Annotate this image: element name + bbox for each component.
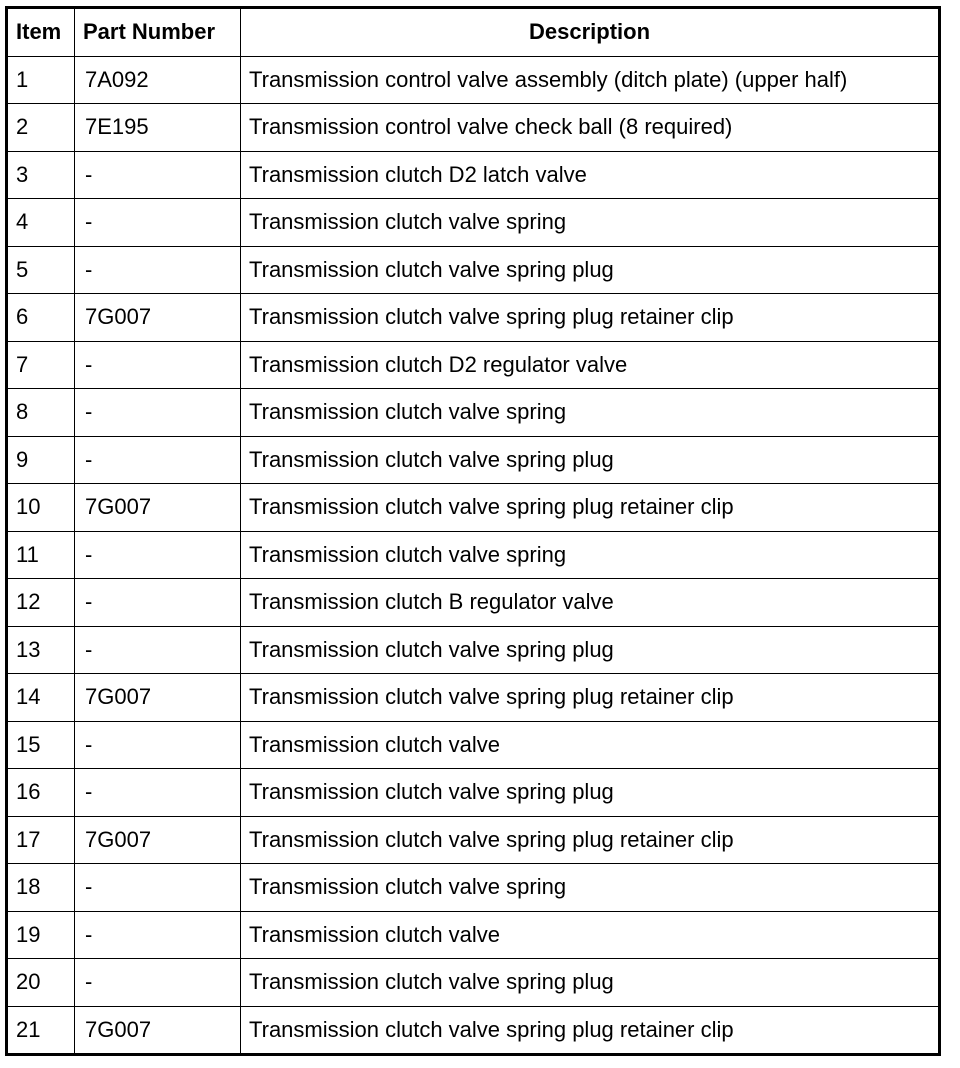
cell-part-number: 7G007 bbox=[75, 1006, 241, 1055]
cell-part-number: 7G007 bbox=[75, 484, 241, 532]
cell-description: Transmission clutch valve spring plug retainer clip bbox=[241, 294, 940, 342]
cell-item: 18 bbox=[7, 864, 75, 912]
cell-item: 5 bbox=[7, 246, 75, 294]
cell-part-number: 7G007 bbox=[75, 674, 241, 722]
cell-part-number: 7A092 bbox=[75, 56, 241, 104]
table-row bbox=[7, 721, 940, 769]
cell-item: 6 bbox=[7, 294, 75, 342]
cell-part-number: - bbox=[75, 151, 241, 199]
cell-item: 10 bbox=[7, 484, 75, 532]
table-row bbox=[7, 484, 940, 532]
table-row bbox=[7, 389, 940, 437]
cell-item: 9 bbox=[7, 436, 75, 484]
table-row bbox=[7, 1006, 940, 1055]
table-row bbox=[7, 341, 940, 389]
cell-part-number: - bbox=[75, 341, 241, 389]
table-row bbox=[7, 816, 940, 864]
cell-description: Transmission clutch valve spring bbox=[241, 389, 940, 437]
cell-part-number: - bbox=[75, 769, 241, 817]
table-row bbox=[7, 294, 940, 342]
cell-item: 17 bbox=[7, 816, 75, 864]
table-row bbox=[7, 769, 940, 817]
cell-item: 8 bbox=[7, 389, 75, 437]
table-row bbox=[7, 531, 940, 579]
cell-part-number: - bbox=[75, 721, 241, 769]
cell-item: 19 bbox=[7, 911, 75, 959]
cell-part-number: 7G007 bbox=[75, 816, 241, 864]
cell-description: Transmission clutch valve spring bbox=[241, 531, 940, 579]
cell-description: Transmission control valve assembly (ditch plate) (upper half) bbox=[241, 56, 940, 104]
cell-part-number: 7G007 bbox=[75, 294, 241, 342]
cell-description: Transmission clutch valve spring plug retainer clip bbox=[241, 1006, 940, 1055]
cell-item: 4 bbox=[7, 199, 75, 247]
cell-part-number: - bbox=[75, 531, 241, 579]
table-row bbox=[7, 151, 940, 199]
table-header-row bbox=[7, 8, 940, 57]
cell-description: Transmission clutch valve spring bbox=[241, 199, 940, 247]
cell-description: Transmission clutch B regulator valve bbox=[241, 579, 940, 627]
cell-description: Transmission control valve check ball (8 required) bbox=[241, 104, 940, 152]
cell-part-number: - bbox=[75, 959, 241, 1007]
cell-part-number: - bbox=[75, 436, 241, 484]
header-description: Description bbox=[241, 8, 940, 57]
cell-part-number: - bbox=[75, 864, 241, 912]
cell-description: Transmission clutch D2 latch valve bbox=[241, 151, 940, 199]
cell-item: 21 bbox=[7, 1006, 75, 1055]
cell-item: 2 bbox=[7, 104, 75, 152]
table-row bbox=[7, 579, 940, 627]
table-row bbox=[7, 626, 940, 674]
cell-item: 12 bbox=[7, 579, 75, 627]
cell-description: Transmission clutch valve spring plug retainer clip bbox=[241, 816, 940, 864]
table-row bbox=[7, 959, 940, 1007]
table-row bbox=[7, 436, 940, 484]
cell-item: 15 bbox=[7, 721, 75, 769]
table-row bbox=[7, 911, 940, 959]
header-part-number: Part Number bbox=[75, 8, 241, 57]
table-row bbox=[7, 246, 940, 294]
cell-description: Transmission clutch valve spring plug bbox=[241, 959, 940, 1007]
cell-item: 14 bbox=[7, 674, 75, 722]
cell-item: 3 bbox=[7, 151, 75, 199]
cell-part-number: - bbox=[75, 911, 241, 959]
cell-description: Transmission clutch valve spring plug retainer clip bbox=[241, 484, 940, 532]
table-row bbox=[7, 864, 940, 912]
cell-description: Transmission clutch valve spring plug bbox=[241, 626, 940, 674]
cell-description: Transmission clutch D2 regulator valve bbox=[241, 341, 940, 389]
cell-description: Transmission clutch valve bbox=[241, 911, 940, 959]
cell-item: 1 bbox=[7, 56, 75, 104]
cell-item: 16 bbox=[7, 769, 75, 817]
cell-item: 11 bbox=[7, 531, 75, 579]
cell-part-number: - bbox=[75, 389, 241, 437]
cell-part-number: 7E195 bbox=[75, 104, 241, 152]
table-row bbox=[7, 56, 940, 104]
cell-item: 13 bbox=[7, 626, 75, 674]
cell-item: 7 bbox=[7, 341, 75, 389]
cell-part-number: - bbox=[75, 579, 241, 627]
cell-description: Transmission clutch valve spring plug bbox=[241, 246, 940, 294]
parts-table bbox=[5, 6, 941, 1056]
cell-part-number: - bbox=[75, 199, 241, 247]
table-body bbox=[7, 56, 940, 1055]
cell-description: Transmission clutch valve bbox=[241, 721, 940, 769]
cell-part-number: - bbox=[75, 246, 241, 294]
cell-part-number: - bbox=[75, 626, 241, 674]
table-row bbox=[7, 104, 940, 152]
table-row bbox=[7, 674, 940, 722]
cell-description: Transmission clutch valve spring plug retainer clip bbox=[241, 674, 940, 722]
cell-description: Transmission clutch valve spring plug bbox=[241, 436, 940, 484]
cell-description: Transmission clutch valve spring bbox=[241, 864, 940, 912]
table-row bbox=[7, 199, 940, 247]
cell-item: 20 bbox=[7, 959, 75, 1007]
header-item: Item bbox=[7, 8, 75, 57]
cell-description: Transmission clutch valve spring plug bbox=[241, 769, 940, 817]
